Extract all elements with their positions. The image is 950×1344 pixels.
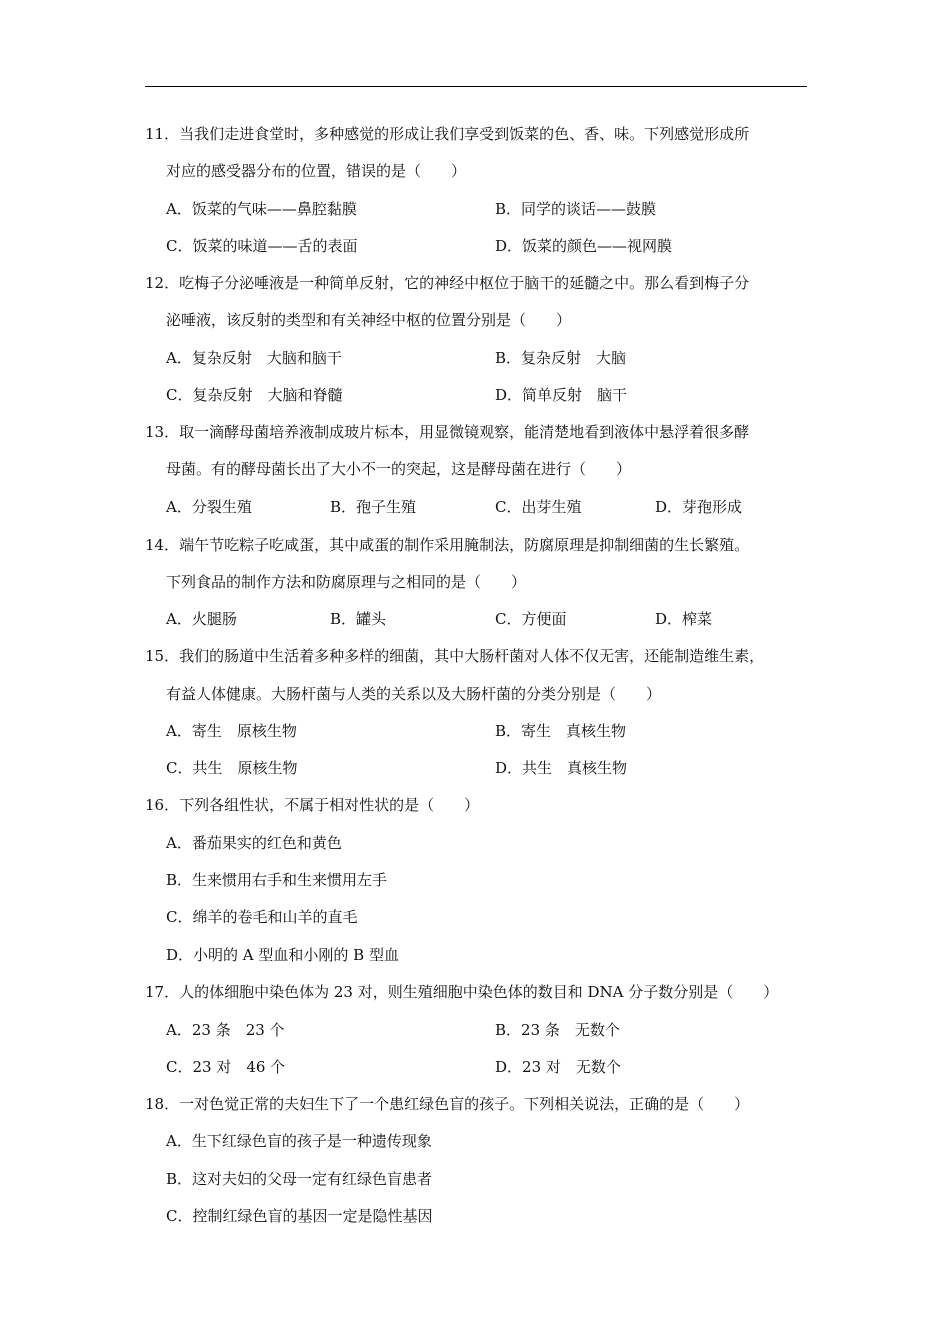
question-12-stem-line-2: 泌唾液，该反射的类型和有关神经中枢的位置分别是（ ） (166, 311, 572, 329)
question-12-option-c: C．复杂反射 大脑和脊髓 (166, 386, 343, 404)
question-13-option-d: D．芽孢形成 (655, 498, 743, 516)
question-17-option-b: B．23 条 无数个 (495, 1021, 620, 1039)
question-16-option-a: A．番茄果实的红色和黄色 (166, 834, 342, 852)
question-11-option-a: A．饭菜的气味——鼻腔黏膜 (166, 200, 357, 218)
question-14-option-c: C．方便面 (495, 610, 567, 628)
question-16-option-c: C．绵羊的卷毛和山羊的直毛 (166, 908, 358, 926)
question-12-option-d: D．简单反射 脑干 (495, 386, 628, 404)
question-18-option-b: B．这对夫妇的父母一定有红绿色盲患者 (166, 1170, 433, 1188)
question-13-option-c: C．出芽生殖 (495, 498, 582, 516)
question-15-option-b: B．寄生 真核生物 (495, 722, 627, 740)
question-18-option-c: C．控制红绿色盲的基因一定是隐性基因 (166, 1207, 433, 1225)
question-17-option-a: A．23 条 23 个 (166, 1021, 285, 1039)
question-11-stem-line-2: 对应的感受器分布的位置，错误的是（ ） (166, 162, 467, 180)
question-16-option-b: B．生来惯用右手和生来惯用左手 (166, 871, 388, 889)
question-12-stem-line-1: 12．吃梅子分泌唾液是一种简单反射，它的神经中枢位于脑干的延髓之中。那么看到梅子分 (145, 274, 750, 292)
question-13-stem-line-2: 母菌。有的酵母菌长出了大小不一的突起，这是酵母菌在进行（ ） (166, 460, 632, 478)
question-11-option-d: D．饭菜的颜色——视网膜 (495, 237, 673, 255)
question-15-stem-line-1: 15．我们的肠道中生活着多种多样的细菌，其中大肠杆菌对人体不仅无害，还能制造维生素， (145, 647, 765, 665)
question-18-stem-line-1: 18．一对色觉正常的夫妇生下了一个患红绿色盲的孩子。下列相关说法，正确的是（ ） (145, 1095, 750, 1113)
question-14-option-a: A．火腿肠 (166, 610, 237, 628)
question-15-option-a: A．寄生 原核生物 (166, 722, 297, 740)
question-15-stem-line-2: 有益人体健康。大肠杆菌与人类的关系以及大肠杆菌的分类分别是（ ） (166, 685, 662, 703)
question-14-stem-line-2: 下列食品的制作方法和防腐原理与之相同的是（ ） (166, 573, 527, 591)
question-16-option-d: D．小明的 A 型血和小刚的 B 型血 (166, 946, 399, 964)
question-12-option-a: A．复杂反射 大脑和脑干 (166, 349, 342, 367)
question-14-stem-line-1: 14．端午节吃粽子吃咸蛋，其中咸蛋的制作采用腌制法，防腐原理是抑制细菌的生长繁殖。 (145, 536, 750, 554)
question-13-option-a: A．分裂生殖 (166, 498, 252, 516)
question-14-option-b: B．罐头 (330, 610, 387, 628)
question-11-option-c: C．饭菜的味道——舌的表面 (166, 237, 358, 255)
question-13-option-b: B．孢子生殖 (330, 498, 417, 516)
question-14-option-d: D．榨菜 (655, 610, 713, 628)
question-17-stem-line-1: 17．人的体细胞中染色体为 23 对，则生殖细胞中染色体的数目和 DNA 分子数分别是（ ） (145, 983, 779, 1001)
question-17-option-d: D．23 对 无数个 (495, 1058, 621, 1076)
question-18-option-a: A．生下红绿色盲的孩子是一种遗传现象 (166, 1132, 432, 1150)
question-11-option-b: B．同学的谈话——鼓膜 (495, 200, 657, 218)
header-rule (145, 86, 807, 87)
question-13-stem-line-1: 13．取一滴酵母菌培养液制成玻片标本，用显微镜观察，能清楚地看到液体中悬浮着很多酵 (145, 423, 750, 441)
question-11-stem-line-1: 11．当我们走进食堂时，多种感觉的形成让我们享受到饭菜的色、香、味。下列感觉形成所 (145, 125, 750, 143)
question-12-option-b: B．复杂反射 大脑 (495, 349, 627, 367)
question-15-option-c: C．共生 原核生物 (166, 759, 298, 777)
question-17-option-c: C．23 对 46 个 (166, 1058, 286, 1076)
question-16-stem-line-1: 16．下列各组性状，不属于相对性状的是（ ） (145, 796, 480, 814)
question-15-option-d: D．共生 真核生物 (495, 759, 628, 777)
